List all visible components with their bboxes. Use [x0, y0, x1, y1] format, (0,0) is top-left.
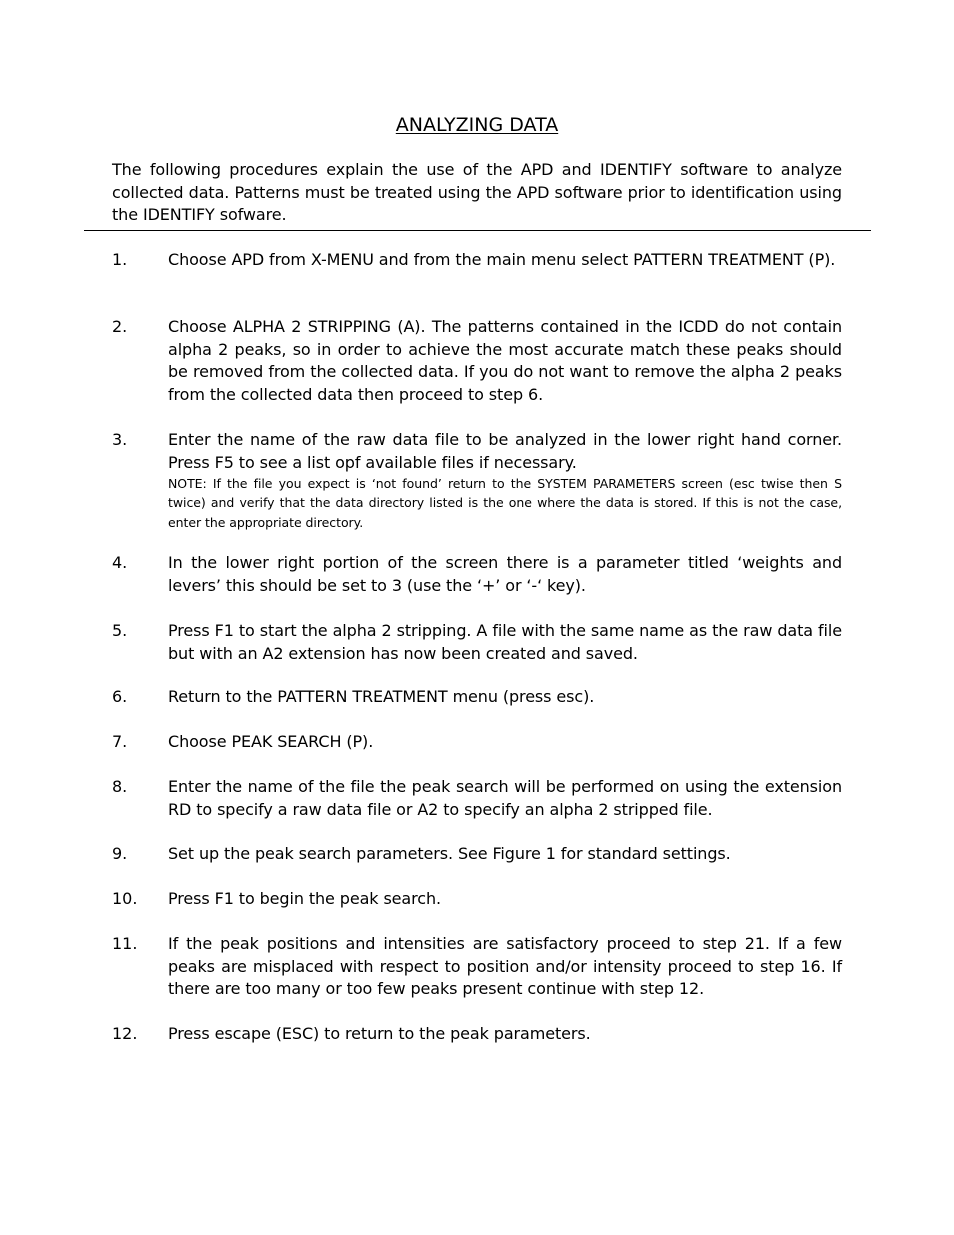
step-text: Enter the name of the file the peak search will be performed on using the extension RD to specify a raw data file or A2 to specify an alpha 2 stripped file. — [168, 777, 842, 819]
step-text: In the lower right portion of the screen there is a parameter titled ‘weights and levers’ this should be set to 3 (use the ‘+’ or ‘-‘ key). — [168, 553, 842, 595]
step-text: Press F1 to start the alpha 2 stripping. A file with the same name as the raw data file but with an A2 extension has now been created and saved. — [168, 621, 842, 663]
section-divider — [84, 230, 871, 231]
step-text: Choose PEAK SEARCH (P). — [168, 732, 374, 751]
step-number: 9. — [112, 844, 128, 863]
step-text: If the peak positions and intensities are satisfactory proceed to step 21. If a few peaks are misplaced with respect to position and/or intensity proceed to step 16. If there are too many or too few peaks present continue with step 12. — [168, 934, 842, 998]
step-text: Press escape (ESC) to return to the peak parameters. — [168, 1024, 591, 1043]
step-text: Enter the name of the raw data file to be analyzed in the lower right hand corner. Press F5 to see a list opf available files if necessary. — [168, 430, 842, 472]
intro-paragraph: The following procedures explain the use of the APD and IDENTIFY software to analyze collected data. Patterns must be treated using the APD software prior to identification using the IDENTIFY sofware. — [112, 160, 842, 224]
step-number: 5. — [112, 621, 128, 640]
step-text: Return to the PATTERN TREATMENT menu (press esc). — [168, 687, 595, 706]
step-body — [168, 429, 842, 532]
step-text: Set up the peak search parameters. See Figure 1 for standard settings. — [168, 844, 731, 863]
page-title: ANALYZING DATA — [395, 114, 559, 136]
step-number: 1. — [112, 250, 128, 269]
step-text: Choose ALPHA 2 STRIPPING (A). The patterns contained in the ICDD do not contain alpha 2 peaks, so in order to achieve the most accurate match these peaks should be removed from the collected data. If you do not want to remove the alpha 2 peaks from the collected data then proceed to step 6. — [168, 317, 842, 404]
step-text: Press F1 to begin the peak search. — [168, 889, 441, 908]
step-text: Choose APD from X-MENU and from the main menu select PATTERN TREATMENT (P). — [168, 250, 836, 269]
step-note: NOTE: If the file you expect is ‘not found’ return to the SYSTEM PARAMETERS screen (esc twise then S twice) and verify that the data directory listed is the one where the data is stored. If this is not the case, enter the appropriate directory. — [168, 476, 842, 530]
step-number: 10. — [112, 889, 138, 908]
step-number: 3. — [112, 430, 128, 449]
step-number: 12. — [112, 1024, 138, 1043]
step-number: 8. — [112, 777, 128, 796]
step-number: 11. — [112, 934, 138, 953]
step-number: 4. — [112, 553, 128, 572]
step-number: 7. — [112, 732, 128, 751]
step-number: 2. — [112, 317, 128, 336]
step-number: 6. — [112, 687, 128, 706]
